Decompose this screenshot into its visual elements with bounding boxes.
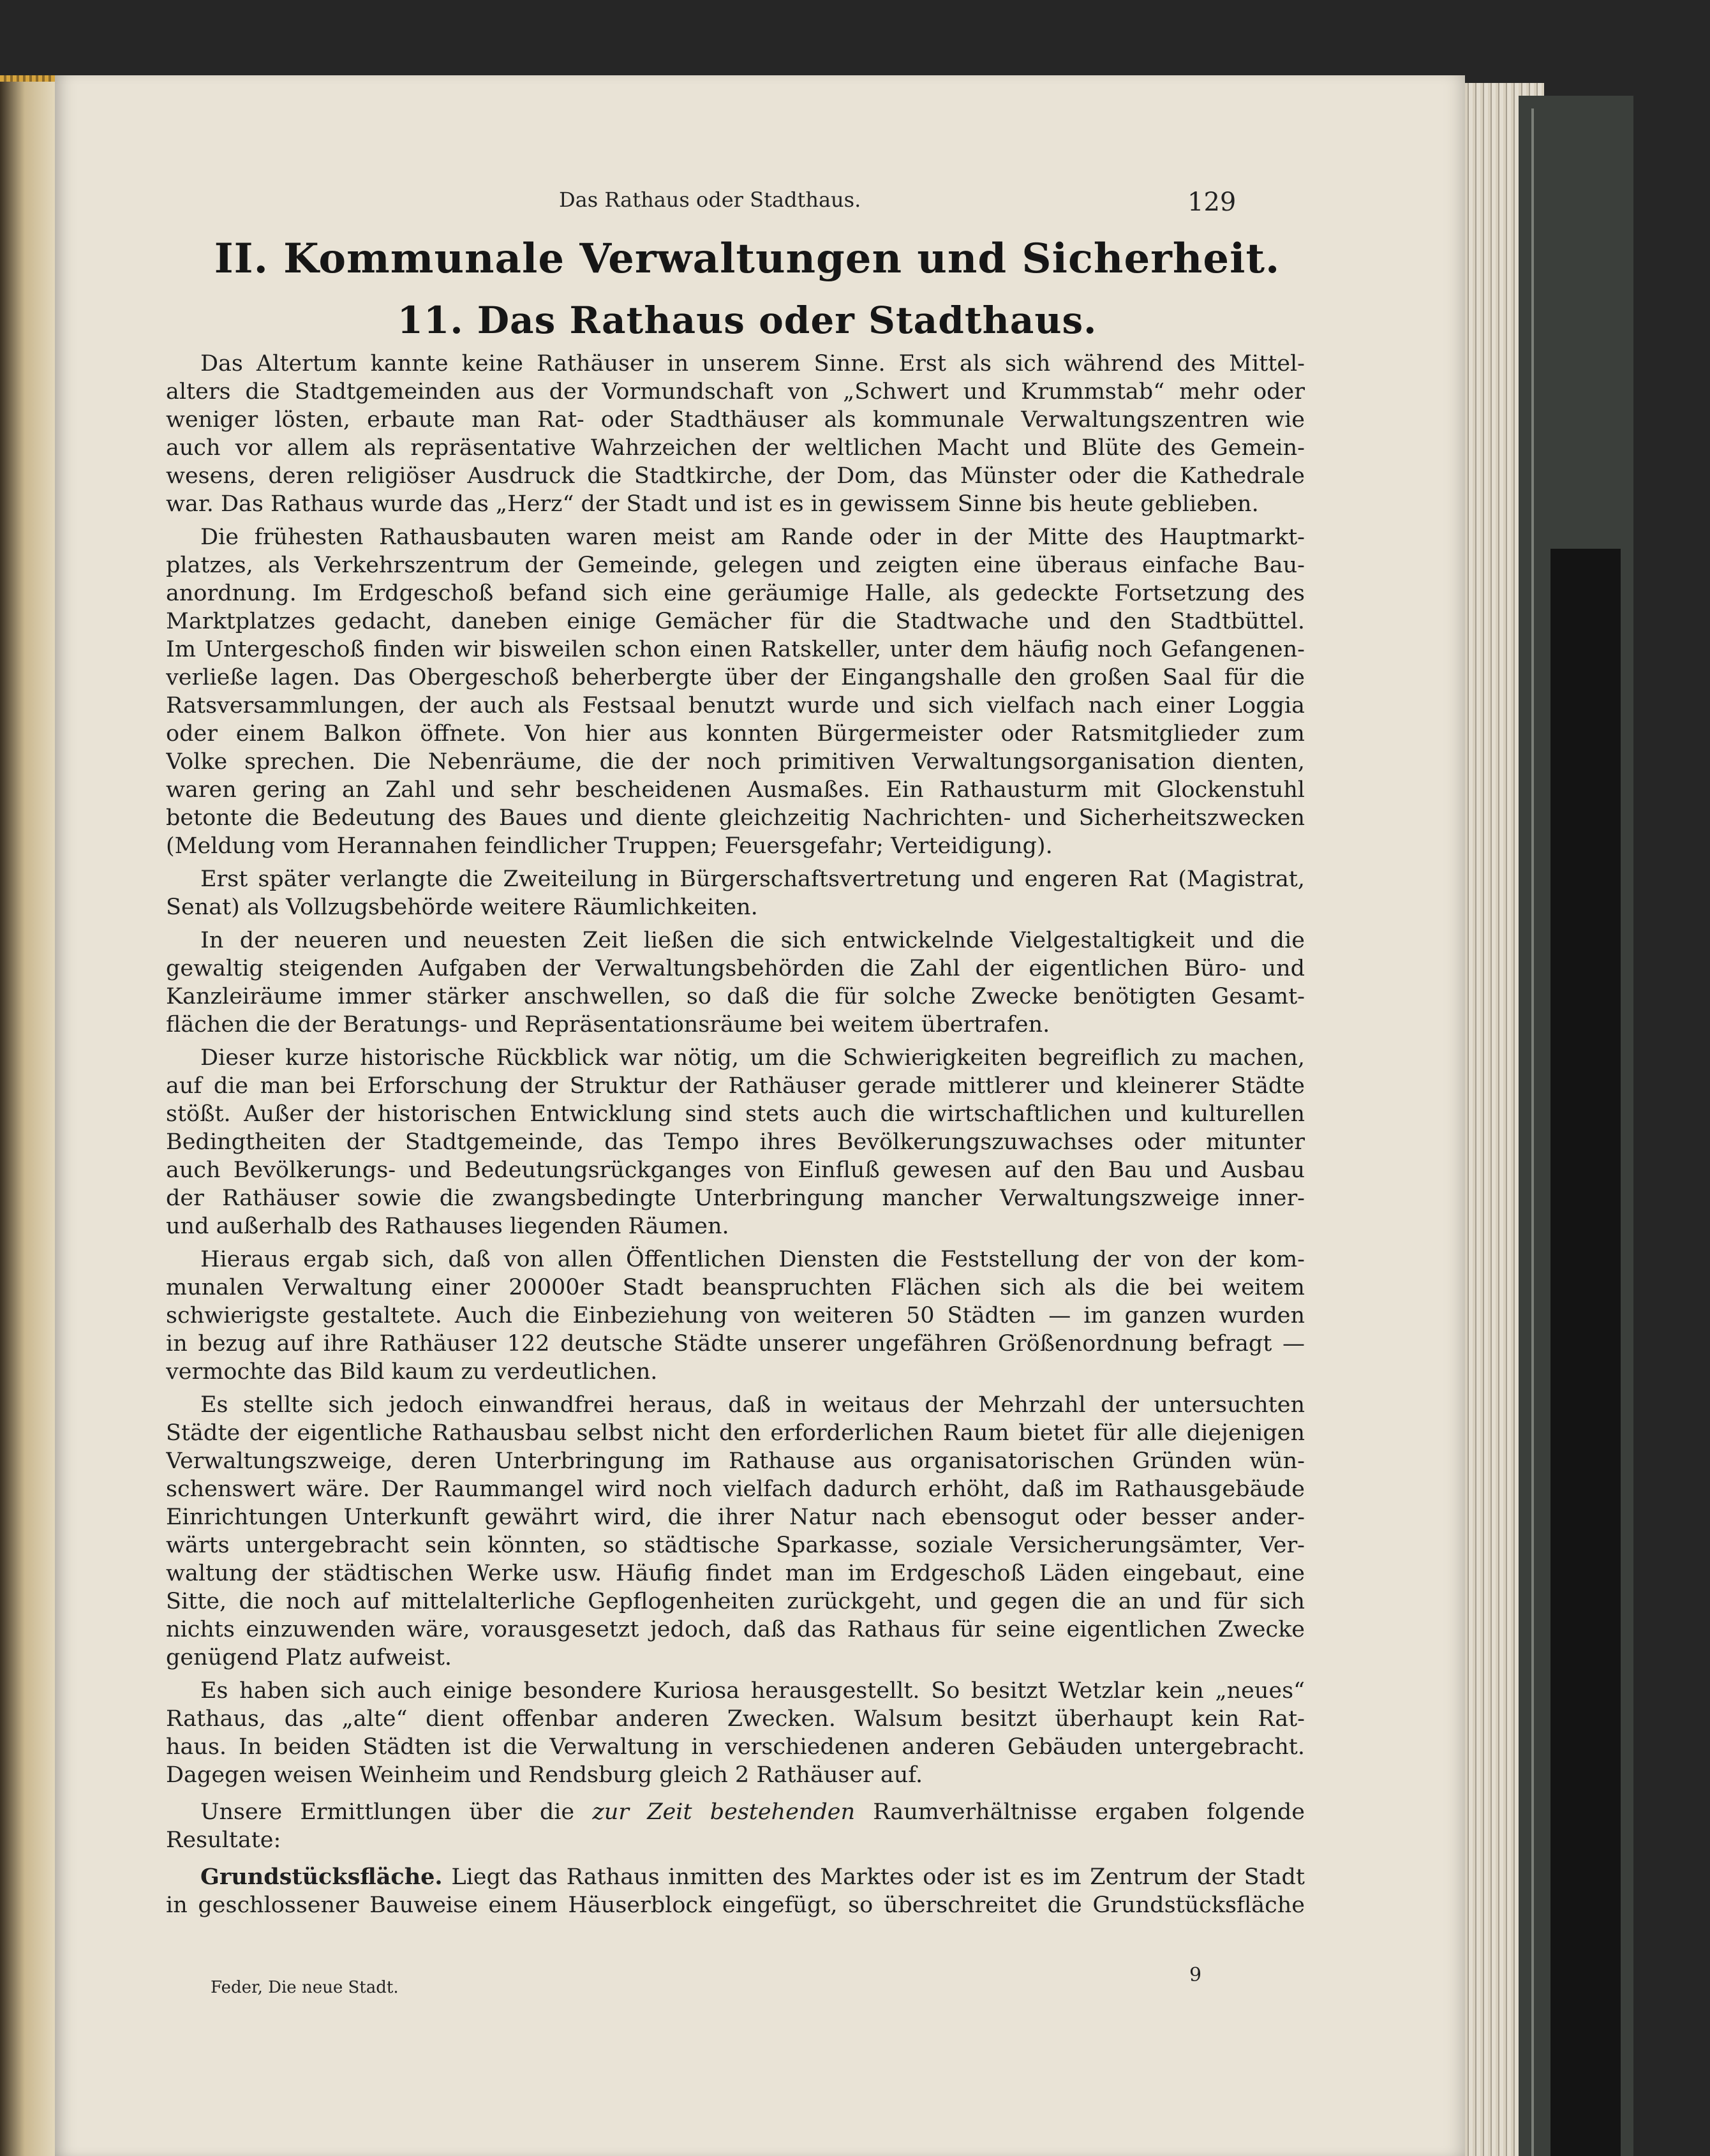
results-text-after: Raumverhältnisse ergaben folgende [873, 1799, 1305, 1825]
paragraph-line: wesens, deren religiöser Ausdruck die Stadtkirche, der Dom, das Münster oder die Kathedrale [166, 463, 1305, 489]
chapter-title: 11. Das Rathaus oder Stadthaus. [397, 299, 1097, 342]
paragraph-line: auch vor allem als repräsentative Wahrzeichen der weltlichen Macht und Blüte des Gemein- [166, 435, 1305, 461]
paragraph-line: Es haben sich auch einige besondere Kuriosa herausgestellt. So besitzt Wetzlar kein „neues“ [200, 1678, 1305, 1704]
paragraph-line: wärts untergebracht sein könnten, so städtische Sparkasse, soziale Versicherungsämter, Ver- [166, 1533, 1305, 1558]
paragraph-line: Verwaltungszweige, deren Unterbringung im Rathause aus organisatorischen Gründen wün- [166, 1448, 1305, 1474]
paragraph-line: genügend Platz aufweist. [166, 1645, 452, 1670]
paragraph-line: Dagegen weisen Weinheim und Rendsburg gleich 2 Rathäuser auf. [166, 1762, 923, 1788]
paragraph-line: war. Das Rathaus wurde das „Herz“ der Stadt und ist es in gewissem Sinne bis heute geblieben. [166, 491, 1259, 517]
paragraph-line: der Rathäuser sowie die zwangsbedingte Unterbringung mancher Verwaltungszweige inner- [166, 1186, 1305, 1211]
paragraph-line: und außerhalb des Rathauses liegenden Räumen. [166, 1214, 729, 1239]
paragraph-line: in geschlossener Bauweise einem Häuserblock eingefügt, so überschreitet die Grundstücksfläche [166, 1892, 1305, 1918]
paragraph-line: Rathaus, das „alte“ dient offenbar anderen Zwecken. Walsum besitzt überhaupt kein Rat- [166, 1706, 1305, 1732]
paragraph-line: flächen die der Beratungs- und Repräsentationsräume bei weitem übertrafen. [166, 1012, 1050, 1037]
paragraph-line: Einrichtungen Unterkunft gewährt wird, die ihrer Natur nach ebensogut oder besser ander- [166, 1505, 1305, 1530]
paragraph-line: Sitte, die noch auf mittelalterliche Gepflogenheiten zurückgeht, und gegen die an und für sich [166, 1589, 1305, 1614]
book-page [55, 75, 1465, 2156]
book-cover-edge [1531, 108, 1534, 2156]
paragraph-line: Kanzleiräume immer stärker anschwellen, so daß die für solche Zwecke benötigten Gesamt- [166, 984, 1305, 1009]
paragraph-line: platzes, als Verkehrszentrum der Gemeinde, gelegen und zeigten eine überaus einfache Bau- [166, 553, 1305, 578]
paragraph-container [166, 350, 1305, 1789]
paragraph-line: Bedingtheiten der Stadtgemeinde, das Tempo ihres Bevölkerungszuwachses oder mitunter [166, 1129, 1305, 1155]
paragraph-line: Städte der eigentliche Rathausbau selbst nicht den erforderlichen Raum bietet für alle diejenigen [166, 1420, 1305, 1446]
paragraph-line: nichts einzuwenden wäre, vorausgesetzt jedoch, daß das Rathaus für seine eigentlichen Zwecke [166, 1617, 1305, 1642]
paragraph-line: Marktplatzes gedacht, daneben einige Gemächer für die Stadtwache und den Stadtbüttel. [166, 609, 1305, 634]
running-title: Das Rathaus oder Stadthaus. [559, 188, 861, 212]
paragraph-line: gewaltig steigenden Aufgaben der Verwaltungsbehörden die Zahl der eigentlichen Büro- und [166, 956, 1305, 981]
paragraph-line: weniger lösten, erbaute man Rat- oder Stadthäuser als kommunale Verwaltungszentren wie [166, 407, 1305, 433]
paragraph-line: Senat) als Vollzugsbehörde weitere Räumlichkeiten. [166, 895, 758, 920]
results-emphasis: zur Zeit bestehenden [592, 1799, 856, 1825]
paragraph-line [166, 1798, 1305, 1826]
paragraph-line: Das Altertum kannte keine Rathäuser in unserem Sinne. Erst als sich während des Mittel- [200, 351, 1305, 376]
paragraph-line: auf die man bei Erforschung der Struktur der Rathäuser gerade mittlerer und kleinerer Städte [166, 1073, 1305, 1099]
run-in-text: Liegt das Rathaus inmitten des Marktes oder ist es im Zentrum der Stadt [451, 1864, 1305, 1890]
paragraph-line: vermochte das Bild kaum zu verdeutlichen. [166, 1359, 658, 1385]
paragraph-line: Volke sprechen. Die Nebenräume, die der noch primitiven Verwaltungsorganisation dienten, [166, 749, 1305, 775]
paragraph-line: alters die Stadtgemeinden aus der Vormundschaft von „Schwert und Krummstab“ mehr oder [166, 379, 1305, 405]
paragraph-line: Dieser kurze historische Rückblick war nötig, um die Schwierigkeiten begreiflich zu machen, [200, 1045, 1305, 1071]
paragraph-line: oder einem Balkon öffnete. Von hier aus konnten Bürgermeister oder Ratsmitglieder zum [166, 721, 1305, 747]
signature-mark: Feder, Die neue Stadt. [211, 1978, 399, 1997]
paragraph-line: haus. In beiden Städten ist die Verwaltung in verschiedenen anderen Gebäuden untergebracht. [166, 1734, 1305, 1760]
paragraph-line: Es stellte sich jedoch einwandfrei heraus, daß in weitaus der Mehrzahl der untersuchten [200, 1392, 1305, 1418]
paragraph-line: Resultate: [166, 1827, 281, 1853]
paragraph-line: Im Untergeschoß finden wir bisweilen schon einen Ratskeller, unter dem häufig noch Gefangenen- [166, 637, 1305, 662]
results-text-before: Unsere Ermittlungen über die [200, 1799, 575, 1825]
section-title: II. Kommunale Verwaltungen und Sicherheit. [214, 235, 1281, 283]
facing-page-edge [0, 75, 55, 2156]
paragraph-line: In der neueren und neuesten Zeit ließen die sich entwickelnde Vielgestaltigkeit und die [200, 928, 1305, 953]
body-text [166, 350, 1305, 1919]
paragraph-line: in bezug auf ihre Rathäuser 122 deutsche Städte unserer ungefähren Größenordnung befragt — [166, 1331, 1305, 1357]
paragraph-line: waren gering an Zahl und sehr bescheidenen Ausmaßes. Ein Rathausturm mit Glockenstuhl [166, 777, 1305, 803]
paragraph-line: stößt. Außer der historischen Entwicklung sind stets auch die wirtschaftlichen und kulturellen [166, 1101, 1305, 1127]
paragraph-line: Hieraus ergab sich, daß von allen Öffentlichen Diensten die Feststellung der von der kom- [200, 1247, 1305, 1272]
sheet-number: 9 [1189, 1964, 1202, 1986]
paragraph-line [166, 1863, 1305, 1891]
paragraph-line: verließe lagen. Das Obergeschoß beherbergte über der Eingangshalle den großen Saal für die [166, 665, 1305, 690]
paragraph-line: waltung der städtischen Werke usw. Häufig findet man im Erdgeschoß Läden eingebaut, eine [166, 1561, 1305, 1586]
paragraph-line: anordnung. Im Erdgeschoß befand sich eine geräumige Halle, als gedeckte Fortsetzung des [166, 581, 1305, 606]
paragraph-line: betonte die Bedeutung des Baues und diente gleichzeitig Nachrichten- und Sicherheitszwecken [166, 805, 1305, 831]
paragraph-line: schenswert wäre. Der Raummangel wird noch vielfach dadurch erhöht, daß im Rathausgebäude [166, 1476, 1305, 1502]
paragraph-line: Ratsversammlungen, der auch als Festsaal benutzt wurde und sich vielfach nach einer Loggia [166, 693, 1305, 718]
paragraph-line: Die frühesten Rathausbauten waren meist am Rande oder in der Mitte des Hauptmarkt- [200, 524, 1305, 550]
book-cover-spine [1550, 549, 1621, 2156]
paragraph-line: munalen Verwaltung einer 20000er Stadt beanspruchten Flächen sich als die bei weitem [166, 1275, 1305, 1300]
paragraph-line: (Meldung vom Herannahen feindlicher Truppen; Feuersgefahr; Verteidigung). [166, 833, 1053, 859]
paragraph-line: auch Bevölkerungs- und Bedeutungsrückganges von Einfluß gewesen auf den Bau und Ausbau [166, 1157, 1305, 1183]
paragraph-line: Erst später verlangte die Zweiteilung in Bürgerschaftsvertretung und engeren Rat (Magistrat, [200, 866, 1305, 892]
run-in-heading: Grundstücksfläche. [200, 1864, 443, 1890]
page-number: 129 [1187, 188, 1237, 217]
facing-page-binding-strip [0, 75, 55, 82]
paragraph-line: schwierigste gestaltete. Auch die Einbeziehung von weiteren 50 Städten — im ganzen wurden [166, 1303, 1305, 1328]
